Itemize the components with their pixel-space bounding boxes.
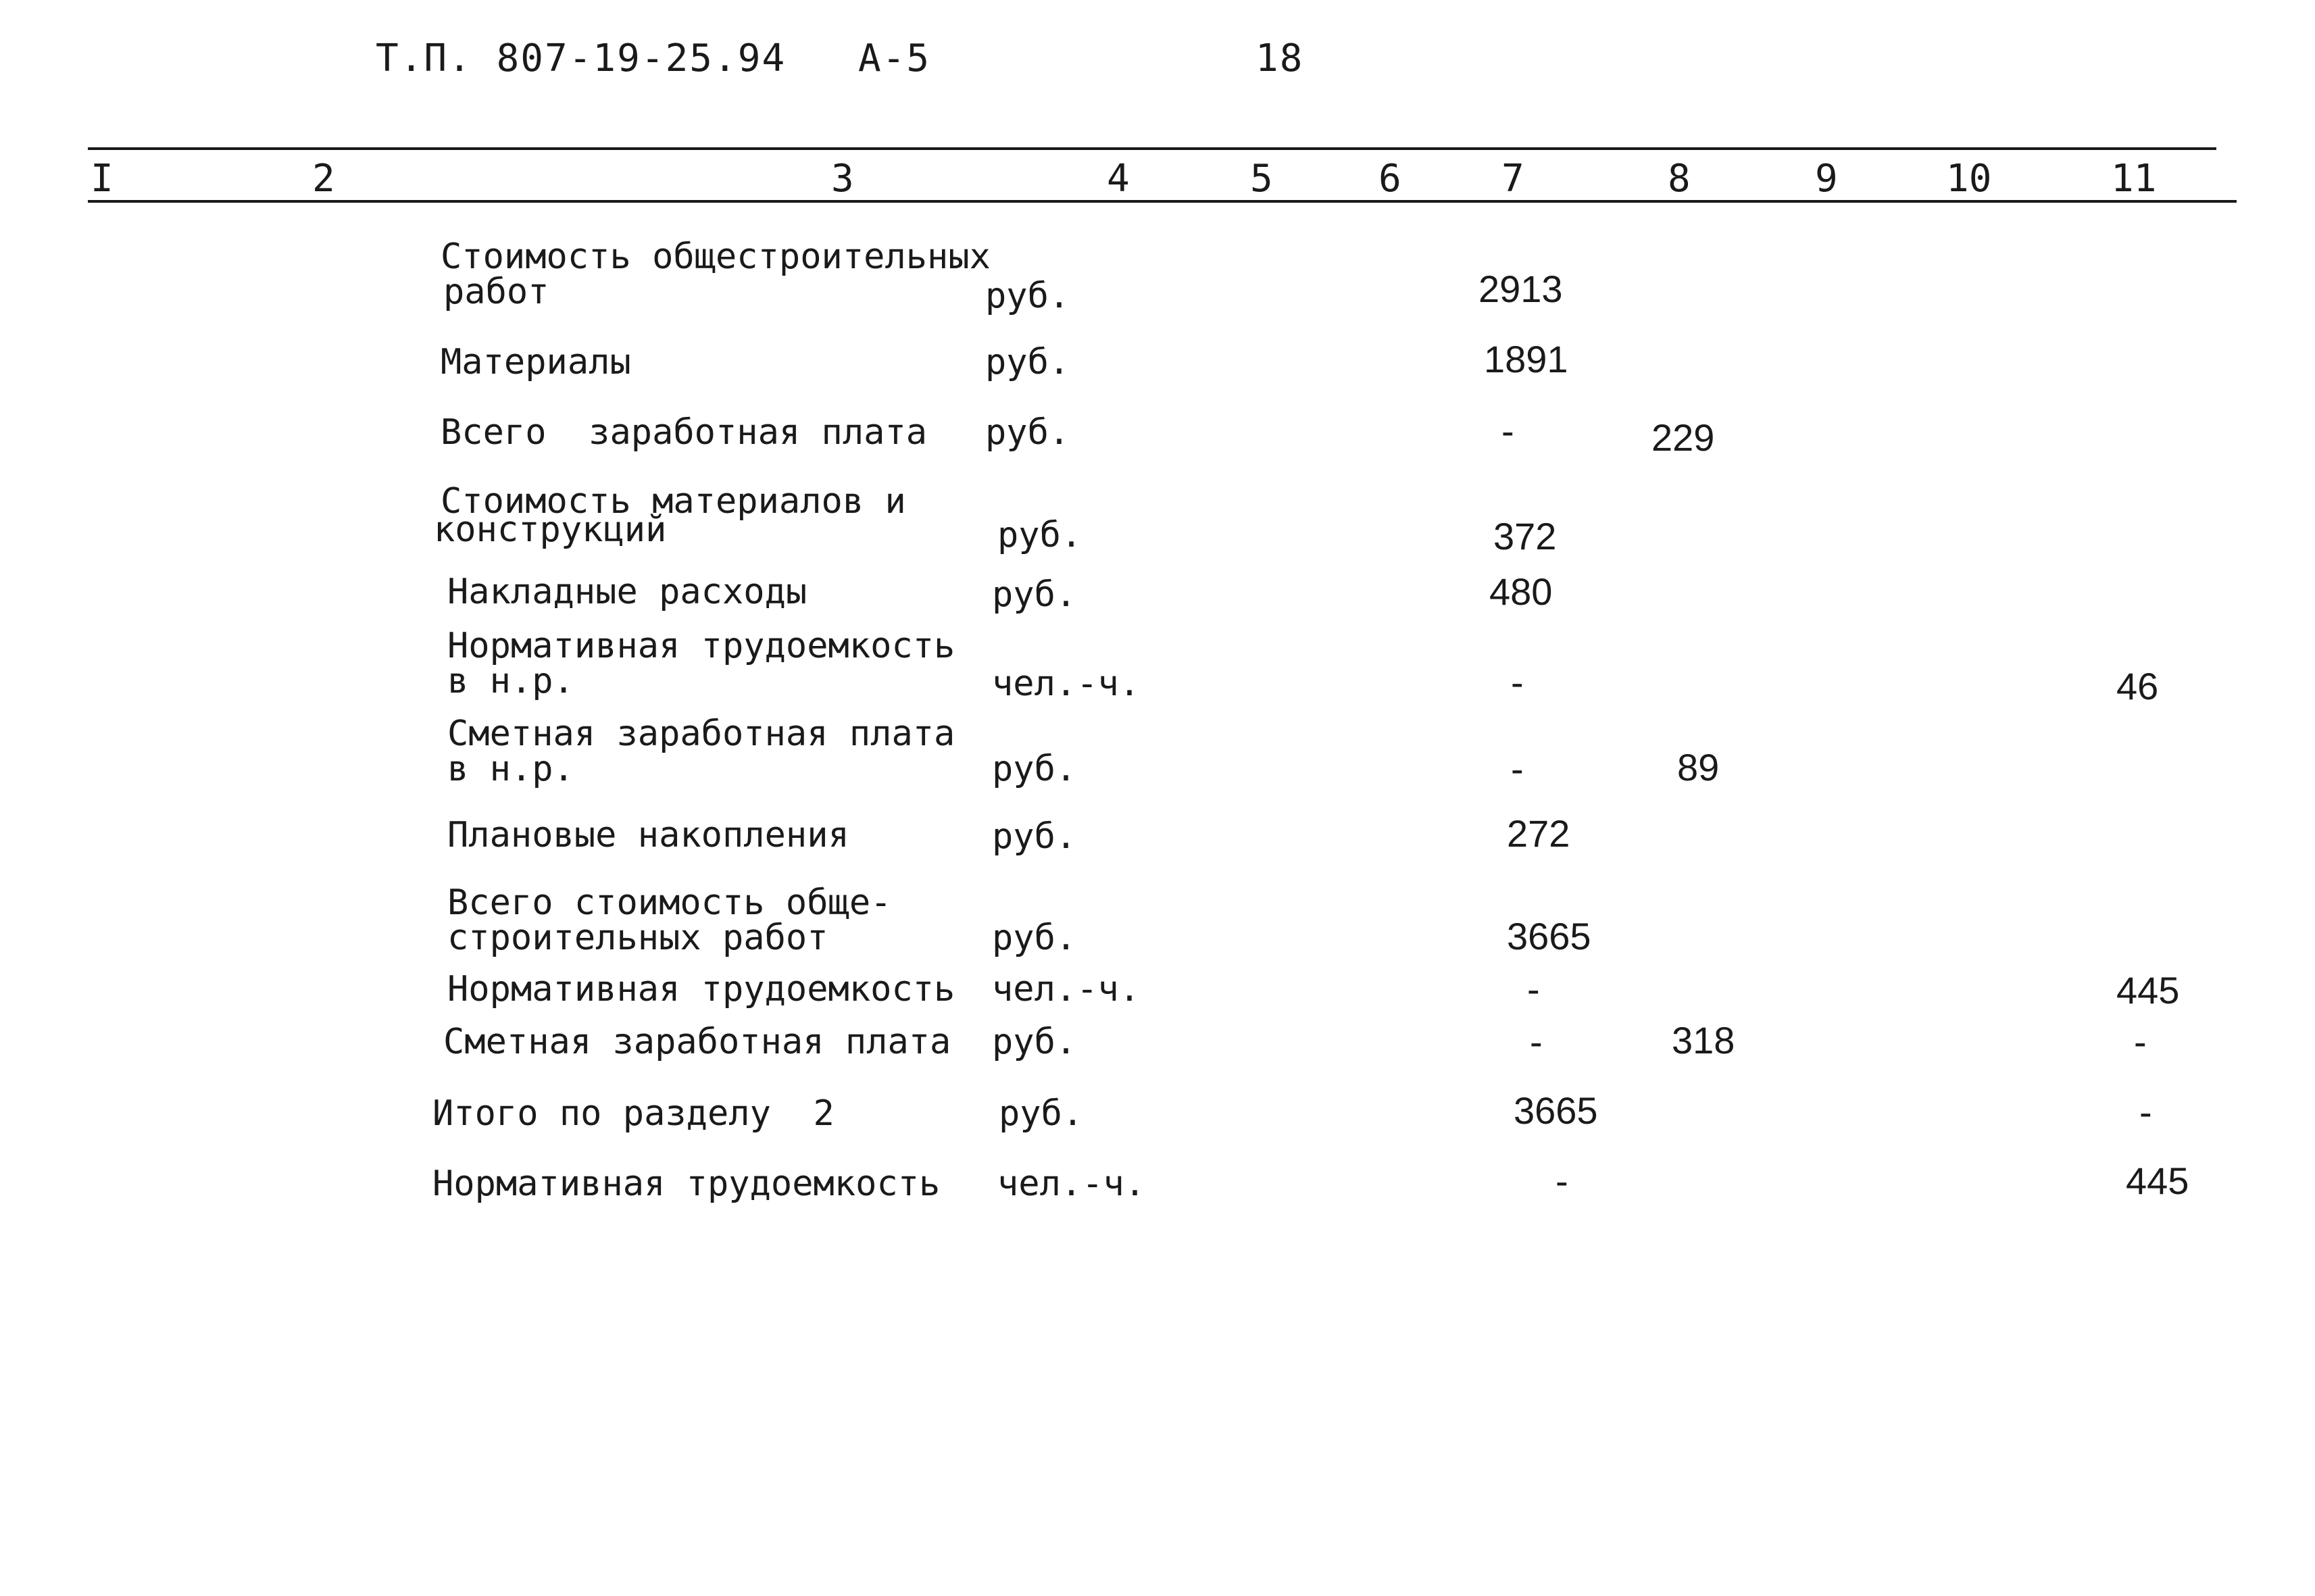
- row-6-col11: 46: [2116, 665, 2159, 707]
- row-12-col7: 3665: [1514, 1089, 1598, 1132]
- row-7-unit: руб.: [992, 749, 1077, 789]
- row-6-name-line2: в н.р.: [447, 661, 574, 701]
- row-7-name-line1: Сметная заработная плата: [447, 714, 955, 754]
- row-9-name-line2: строительных работ: [447, 918, 828, 958]
- page-number: 18: [1255, 36, 1304, 80]
- row-9-name-line1: Всего стоимость обще-: [447, 882, 892, 923]
- column-number-4: 4: [1107, 157, 1130, 201]
- row-1-col7: 2913: [1478, 268, 1563, 310]
- column-number-2: 2: [312, 157, 335, 201]
- row-2-name-line1: Материалы: [441, 342, 631, 382]
- row-13-unit: чел.-ч.: [997, 1164, 1146, 1204]
- row-4-unit: руб.: [997, 515, 1082, 555]
- row-3-name-line1: Всего заработная плата: [441, 412, 928, 453]
- row-13-col11: 445: [2126, 1159, 2189, 1202]
- column-number-5: 5: [1250, 157, 1273, 201]
- row-7-name-line2: в н.р.: [447, 749, 574, 789]
- row-12-unit: руб.: [999, 1093, 1084, 1134]
- row-4-name-line1: Стоимость материалов и: [441, 481, 906, 522]
- row-6-unit: чел.-ч.: [992, 664, 1141, 704]
- album-code: А-5: [858, 36, 931, 80]
- row-4-col7: 372: [1493, 515, 1557, 557]
- row-8-name-line1: Плановые накопления: [447, 815, 849, 855]
- column-number-6: 6: [1378, 157, 1401, 201]
- row-5-col7: 480: [1489, 570, 1553, 613]
- row-9-unit: руб.: [992, 918, 1077, 958]
- row-4-name-line2: конструкций: [434, 509, 667, 550]
- table-top-rule: [88, 147, 2216, 150]
- row-1-name-line1: Стоимость общестроительных: [441, 236, 991, 277]
- row-2-col7: 1891: [1484, 338, 1568, 380]
- column-number-1: I: [91, 157, 114, 201]
- column-number-10: 10: [1946, 157, 1992, 201]
- row-13-name-line1: Нормативная трудоемкость: [432, 1164, 941, 1204]
- row-1-name-line2: работ: [443, 272, 549, 312]
- row-11-col8: 318: [1672, 1019, 1735, 1062]
- row-11-unit: руб.: [992, 1022, 1077, 1062]
- column-number-7: 7: [1501, 157, 1524, 201]
- row-10-col7: -: [1527, 968, 1540, 1010]
- row-10-name-line1: Нормативная трудоемкость: [447, 969, 955, 1009]
- row-12-col11: -: [2139, 1091, 2152, 1133]
- row-5-unit: руб.: [992, 574, 1077, 615]
- row-3-col8: 229: [1651, 416, 1715, 459]
- row-12-name-line1: Итого по разделу 2: [432, 1093, 835, 1134]
- row-11-col11: -: [2134, 1020, 2147, 1063]
- row-3-unit: руб.: [985, 412, 1070, 453]
- row-9-col7: 3665: [1507, 915, 1591, 957]
- column-number-3: 3: [831, 157, 854, 201]
- doc-code: Т.П. 807-19-25.94: [376, 36, 787, 80]
- row-11-col7: -: [1530, 1020, 1543, 1063]
- row-1-unit: руб.: [985, 276, 1070, 316]
- row-6-name-line1: Нормативная трудоемкость: [447, 626, 955, 666]
- row-7-col8: 89: [1677, 746, 1720, 789]
- row-5-name-line1: Накладные расходы: [447, 572, 807, 612]
- row-10-col11: 445: [2116, 969, 2180, 1012]
- row-2-unit: руб.: [985, 342, 1070, 382]
- row-8-unit: руб.: [992, 816, 1077, 857]
- row-7-col7: -: [1511, 747, 1524, 790]
- row-6-col7: -: [1511, 661, 1524, 703]
- column-number-8: 8: [1668, 157, 1691, 201]
- column-number-9: 9: [1815, 157, 1838, 201]
- row-11-name-line1: Сметная заработная плата: [443, 1022, 951, 1062]
- row-8-col7: 272: [1507, 812, 1570, 855]
- row-3-col7: -: [1501, 409, 1514, 452]
- row-10-unit: чел.-ч.: [992, 969, 1141, 1009]
- column-number-11: 11: [2111, 157, 2157, 201]
- column-header-rule: [88, 200, 2237, 203]
- row-13-col7: -: [1555, 1159, 1568, 1202]
